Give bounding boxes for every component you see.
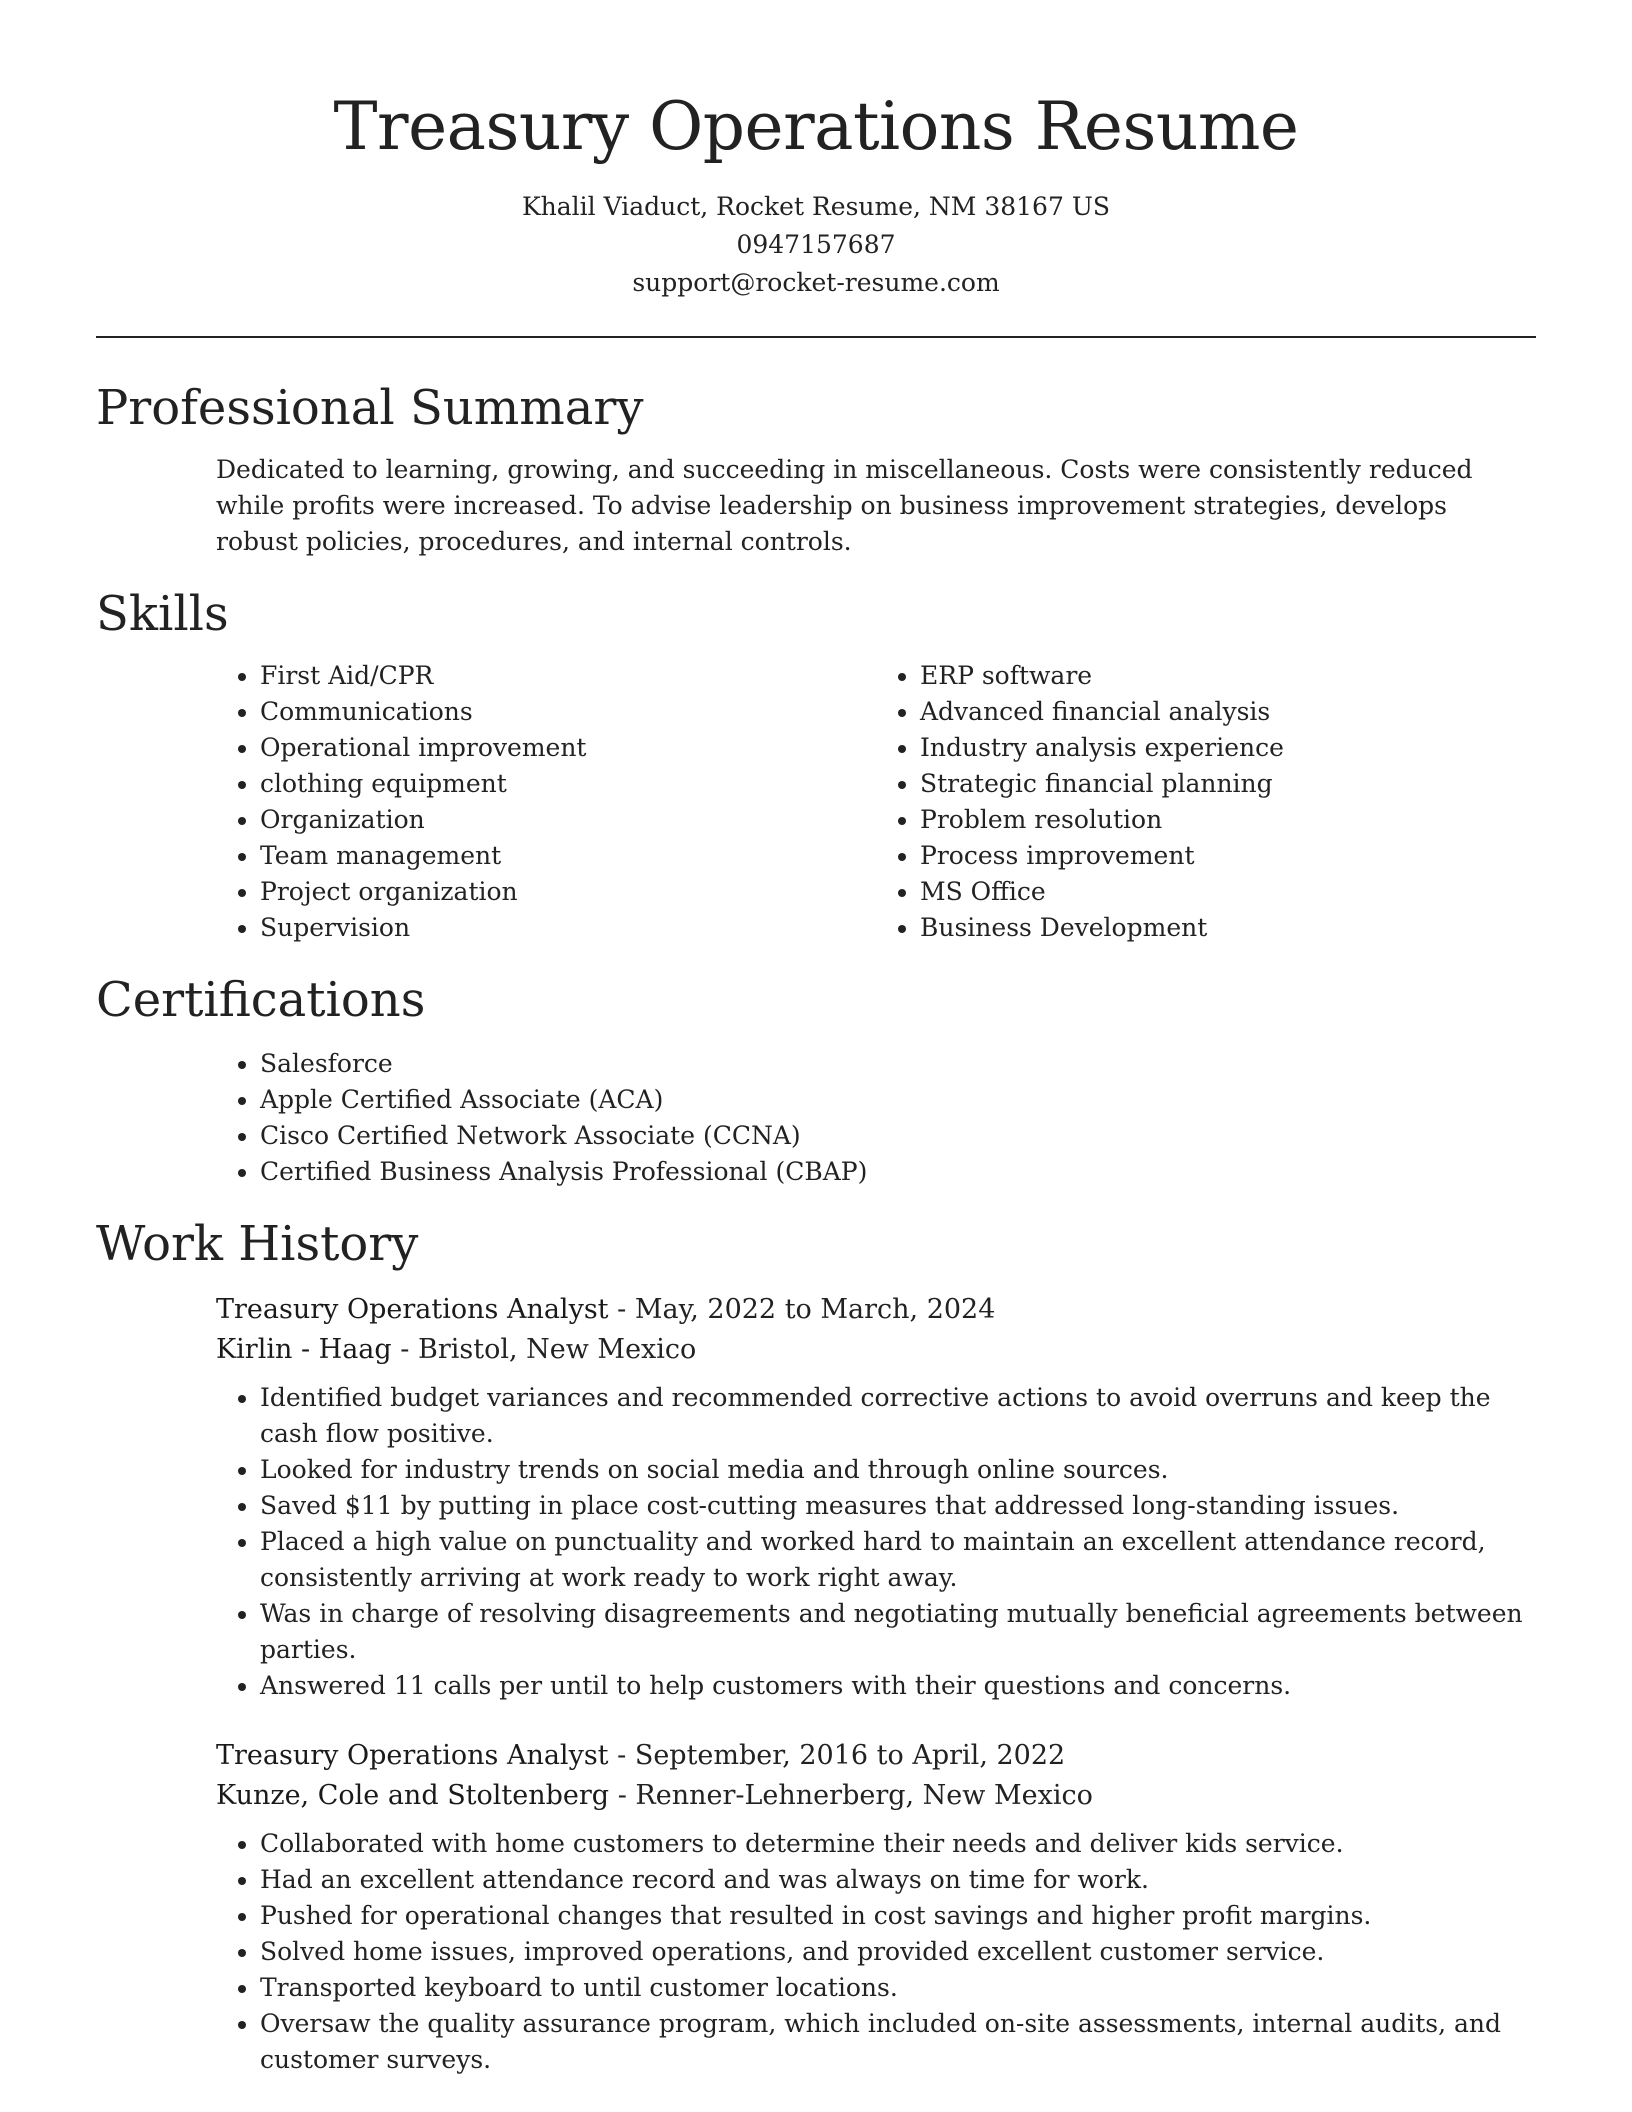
skill-item: • Advanced financial analysis (920, 694, 1536, 730)
contact-phone: 0947157687 (736, 230, 896, 259)
skills-columns (216, 658, 1536, 946)
job-bullet: • Identified budget variances and recommended corrective actions to avoid overruns and keep the cash flow positive. (260, 1380, 1536, 1452)
job-title-line (216, 1290, 1536, 1330)
job-bullet: • Answered 11 calls per until to help customers with their questions and concerns. (260, 1668, 1536, 1704)
skills-list-left (216, 658, 876, 946)
job-role: Treasury Operations Analyst (216, 1740, 609, 1771)
job-bullet: • Had an excellent attendance record and was always on time for work. (260, 1862, 1536, 1898)
skill-item: • clothing equipment (260, 766, 876, 802)
job-location: - Bristol, New Mexico (391, 1334, 697, 1365)
skill-item: • First Aid/CPR (260, 658, 876, 694)
job-role: Treasury Operations Analyst (216, 1294, 609, 1325)
contact-block (96, 188, 1536, 302)
skills-heading: Skills (96, 586, 229, 642)
certification-item: • Apple Certified Associate (ACA) (260, 1082, 1536, 1118)
skill-item: • Operational improvement (260, 730, 876, 766)
skill-item: • Project organization (260, 874, 876, 910)
contact-address: Khalil Viaduct, Rocket Resume, NM 38167 US (521, 192, 1111, 221)
summary-text: Dedicated to learning, growing, and succeeding in miscellaneous. Costs were consistently reduced while profits were increased. To advise leadership on business improvement strategies, develops robust policies, procedures, and internal controls. (216, 455, 1473, 556)
job-bullet: • Placed a high value on punctuality and worked hard to maintain an excellent attendance record, consistently arriving at work ready to work right away. (260, 1524, 1536, 1596)
job-title-line (216, 1736, 1536, 1776)
certification-item: • Certified Business Analysis Professional (CBAP) (260, 1154, 1536, 1190)
job-bullet: • Was in charge of resolving disagreements and negotiating mutually beneficial agreements between parties. (260, 1596, 1536, 1668)
skill-item: • MS Office (920, 874, 1536, 910)
job-company: Kunze, Cole and Stoltenberg (216, 1780, 610, 1811)
job-entry (216, 1736, 1536, 2078)
skills-list-right (876, 658, 1536, 946)
job-company-line (216, 1776, 1536, 1816)
job-bullet: • Transported keyboard to until customer locations. (260, 1970, 1536, 2006)
skill-item: • Industry analysis experience (920, 730, 1536, 766)
skill-item: • Team management (260, 838, 876, 874)
skill-item: • Organization (260, 802, 876, 838)
resume-page (96, 0, 1536, 2078)
job-dates: - September, 2016 to April, 2022 (608, 1740, 1066, 1771)
skill-item: • Strategic financial planning (920, 766, 1536, 802)
job-dates: - May, 2022 to March, 2024 (608, 1294, 996, 1325)
certifications-heading: Certifications (96, 972, 426, 1028)
job-bullet: • Solved home issues, improved operations, and provided excellent customer service. (260, 1934, 1536, 1970)
skill-item: • Supervision (260, 910, 876, 946)
job-entry (216, 1290, 1536, 1704)
skill-item: • Problem resolution (920, 802, 1536, 838)
job-location: - Renner-Lehnerberg, New Mexico (609, 1780, 1093, 1811)
job-bullet: • Saved $11 by putting in place cost-cutting measures that addressed long-standing issues. (260, 1488, 1536, 1524)
work-history-heading: Work History (96, 1216, 419, 1272)
skill-item: • ERP software (920, 658, 1536, 694)
job-bullet: • Looked for industry trends on social media and through online sources. (260, 1452, 1536, 1488)
certification-item: • Cisco Certified Network Associate (CCNA) (260, 1118, 1536, 1154)
skill-item: • Business Development (920, 910, 1536, 946)
job-bullets (216, 1826, 1536, 2078)
contact-email: support@rocket-resume.com (632, 268, 1000, 297)
job-bullets (216, 1380, 1536, 1704)
job-bullet: • Collaborated with home customers to determine their needs and deliver kids service. (260, 1826, 1536, 1862)
job-company: Kirlin - Haag (216, 1334, 392, 1365)
header-divider (96, 336, 1536, 338)
job-company-line (216, 1330, 1536, 1370)
summary-heading: Professional Summary (96, 380, 644, 436)
job-bullet: • Pushed for operational changes that resulted in cost savings and higher profit margins. (260, 1898, 1536, 1934)
skill-item: • Communications (260, 694, 876, 730)
certification-item: • Salesforce (260, 1046, 1536, 1082)
skill-item: • Process improvement (920, 838, 1536, 874)
certifications-list (216, 1046, 1536, 1190)
job-bullet: • Oversaw the quality assurance program, which included on-site assessments, internal audits, and customer surveys. (260, 2006, 1536, 2078)
page-title: Treasury Operations Resume (333, 88, 1299, 165)
